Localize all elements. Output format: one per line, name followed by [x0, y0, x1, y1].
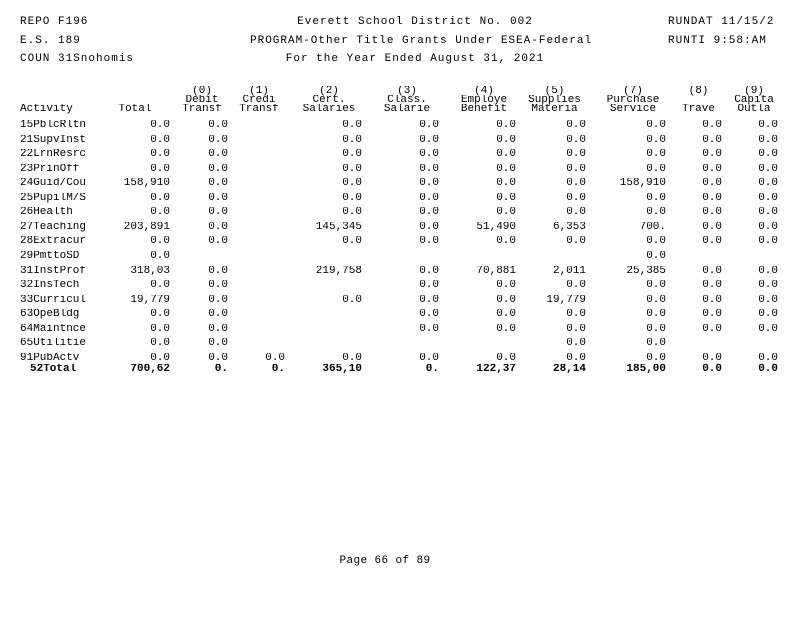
amount-cell: 0.0 — [758, 280, 778, 292]
column-header-line1: Debit — [185, 95, 219, 106]
activity-name: 29PmttoSD — [20, 250, 80, 262]
amount-cell: 0.0 — [419, 178, 439, 190]
activity-name: 91PubActv — [20, 352, 80, 364]
amount-cell: 0.0 — [702, 280, 722, 292]
amount-cell: 0.0 — [566, 163, 586, 175]
amount-cell: 0.0 — [758, 120, 778, 131]
amount-cell: 0.0 — [342, 352, 362, 364]
amount-cell: 0.0 — [150, 149, 170, 161]
amount-cell: 0.0 — [496, 178, 516, 190]
amount-cell: 0.0 — [646, 149, 666, 161]
amount-cell: 0.0 — [496, 280, 516, 292]
amount-cell: 0.0 — [702, 265, 722, 277]
amount-cell: 0.0 — [646, 207, 666, 219]
amount-cell: 0.0 — [646, 280, 666, 292]
amount-cell: 0.0 — [208, 309, 228, 321]
amount-cell: 0.0 — [646, 192, 666, 204]
amount-cell: 0.0 — [702, 207, 722, 219]
amount-cell: 0.0 — [702, 323, 722, 335]
column-number: (0) — [192, 86, 212, 97]
column-header-line1: Supplies — [528, 95, 581, 106]
amount-cell: 0.0 — [566, 207, 586, 219]
column-number: (7) — [623, 86, 643, 97]
amount-cell: 0.0 — [208, 120, 228, 131]
amount-cell: 0.0 — [208, 236, 228, 248]
amount-cell: 318,03 — [130, 265, 170, 277]
amount-cell: 0.0 — [702, 364, 722, 375]
amount-cell: 0.0 — [342, 120, 362, 131]
amount-cell: 0.0 — [419, 134, 439, 146]
column-header-line1: Class. — [387, 95, 427, 106]
column-number: (1) — [249, 86, 269, 97]
amount-cell: 0.0 — [702, 236, 722, 248]
amount-cell: 0.0 — [208, 178, 228, 190]
column-header-line2: Outla — [737, 104, 771, 115]
program-title: PROGRAM-Other Title Grants Under ESEA-Federal — [250, 35, 593, 47]
column-header-line2: Salarie — [383, 104, 431, 115]
amount-cell: 0.0 — [758, 178, 778, 190]
amount-cell: 158,910 — [123, 178, 170, 190]
activity-name: 24Guid/Cou — [20, 178, 87, 190]
es-number: E.S. 189 — [20, 35, 81, 47]
amount-cell: 6,353 — [552, 221, 586, 233]
amount-cell: 0.0 — [342, 134, 362, 146]
amount-cell: 0.0 — [150, 309, 170, 321]
amount-cell: 0.0 — [150, 338, 170, 350]
amount-cell: 0.0 — [566, 338, 586, 350]
column-number: (5) — [544, 86, 565, 97]
amount-cell: 203,891 — [123, 221, 170, 233]
amount-cell: 0.0 — [758, 265, 778, 277]
amount-cell: 0. — [425, 364, 439, 375]
amount-cell: 0.0 — [646, 163, 666, 175]
amount-cell: 0.0 — [496, 134, 516, 146]
activity-name: 65Utilitie — [20, 338, 87, 350]
amount-cell: 25,385 — [626, 265, 666, 277]
amount-cell: 0.0 — [208, 221, 228, 233]
amount-cell: 0.0 — [496, 323, 516, 335]
amount-cell: 0.0 — [208, 134, 228, 146]
amount-cell: 0.0 — [758, 364, 778, 375]
amount-cell: 0.0 — [646, 236, 666, 248]
amount-cell: 0.0 — [419, 265, 439, 277]
amount-cell: 0.0 — [419, 280, 439, 292]
run-date: RUNDAT 11/15/2 — [668, 16, 775, 28]
activity-name: 64Maintnce — [20, 323, 87, 335]
activity-name: 25PupilM/S — [20, 192, 87, 204]
activity-name: 31InstProf — [20, 265, 87, 277]
amount-cell: 0.0 — [702, 149, 722, 161]
amount-cell: 0.0 — [758, 192, 778, 204]
amount-cell: 0.0 — [419, 192, 439, 204]
activity-name: 27Teaching — [20, 221, 87, 233]
amount-cell: 0.0 — [419, 323, 439, 335]
column-header-line2: Transf — [182, 104, 222, 115]
district-name: Everett School District No. 002 — [297, 16, 533, 28]
amount-cell: 0.0 — [646, 134, 666, 146]
amount-cell: 70,881 — [476, 265, 516, 277]
amount-cell: 0.0 — [496, 149, 516, 161]
amount-cell: 219,758 — [315, 265, 362, 277]
amount-cell: 0.0 — [208, 149, 228, 161]
activity-name: 32InsTech — [20, 280, 80, 292]
activity-name: 28Extracur — [20, 236, 87, 248]
amount-cell: 0.0 — [758, 236, 778, 248]
amount-cell: 0.0 — [208, 280, 228, 292]
amount-cell: 0.0 — [702, 120, 722, 131]
amount-cell: 0.0 — [150, 352, 170, 364]
column-header-line1: Employe — [460, 95, 508, 106]
amount-cell: 0.0 — [758, 163, 778, 175]
period-line: For the Year Ended August 31, 2021 — [285, 53, 545, 65]
amount-cell: 0.0 — [566, 192, 586, 204]
column-header-line2: Activity — [20, 104, 73, 115]
amount-cell: 0.0 — [566, 120, 586, 131]
amount-cell: 0.0 — [496, 309, 516, 321]
amount-cell: 0.0 — [419, 294, 439, 306]
amount-cell: 158,910 — [619, 178, 666, 190]
amount-cell: 0.0 — [646, 323, 666, 335]
amount-cell: 0.0 — [419, 120, 439, 131]
amount-cell: 0.0 — [150, 280, 170, 292]
amount-cell: 0.0 — [150, 134, 170, 146]
amount-cell: 0.0 — [419, 309, 439, 321]
column-header-line1: Capita — [734, 95, 774, 106]
amount-cell: 0.0 — [419, 207, 439, 219]
amount-cell: 0.0 — [342, 149, 362, 161]
amount-cell: 700. — [639, 221, 666, 233]
amount-cell: 0.0 — [496, 207, 516, 219]
amount-cell: 0.0 — [566, 280, 586, 292]
amount-cell: 0.0 — [646, 250, 666, 262]
amount-cell: 0.0 — [208, 207, 228, 219]
page-number: Page 66 of 89 — [339, 555, 431, 567]
amount-cell: 0.0 — [208, 163, 228, 175]
column-header-line1: Credi — [242, 95, 276, 106]
column-header-line2: Transf — [239, 104, 279, 115]
amount-cell: 0.0 — [342, 178, 362, 190]
amount-cell: 0.0 — [566, 323, 586, 335]
amount-cell: 0.0 — [566, 236, 586, 248]
activity-name: 23PrinOff — [20, 163, 80, 175]
amount-cell: 0.0 — [758, 323, 778, 335]
column-number: (2) — [319, 86, 339, 97]
amount-cell: 0.0 — [419, 163, 439, 175]
amount-cell: 0.0 — [265, 352, 285, 364]
amount-cell: 0.0 — [208, 323, 228, 335]
amount-cell: 28,14 — [552, 364, 586, 375]
amount-cell: 145,345 — [315, 221, 362, 233]
amount-cell: 365,10 — [322, 364, 362, 375]
amount-cell: 122,37 — [476, 364, 516, 375]
amount-cell: 19,779 — [130, 294, 170, 306]
amount-cell: 0.0 — [758, 294, 778, 306]
column-header-line1: Purchase — [606, 95, 660, 106]
activity-name: 33Curricul — [20, 294, 87, 306]
amount-cell: 0.0 — [566, 178, 586, 190]
amount-cell: 0.0 — [208, 192, 228, 204]
activity-name: 21SupvInst — [20, 134, 87, 146]
amount-cell: 0.0 — [208, 352, 228, 364]
column-header-line2: Total — [118, 104, 152, 115]
county: COUN 31Snohomis — [20, 53, 135, 65]
amount-cell: 0.0 — [150, 120, 170, 131]
amount-cell: 0.0 — [496, 120, 516, 131]
amount-cell: 0.0 — [646, 338, 666, 350]
activity-name: 52Total — [30, 364, 77, 375]
amount-cell: 700,62 — [130, 364, 170, 375]
amount-cell: 0.0 — [150, 207, 170, 219]
column-number: (9) — [744, 86, 764, 97]
amount-cell: 0.0 — [150, 236, 170, 248]
amount-cell: 0.0 — [758, 149, 778, 161]
column-number: (8) — [688, 86, 709, 97]
amount-cell: 0.0 — [758, 134, 778, 146]
column-number: (3) — [397, 86, 417, 97]
amount-cell: 0.0 — [150, 250, 170, 262]
amount-cell: 0.0 — [566, 352, 586, 364]
amount-cell: 0.0 — [758, 221, 778, 233]
amount-cell: 0.0 — [496, 192, 516, 204]
amount-cell: 0.0 — [419, 221, 439, 233]
amount-cell: 0.0 — [702, 163, 722, 175]
activity-name: 22LrnResrc — [20, 149, 87, 161]
amount-cell: 0.0 — [208, 265, 228, 277]
amount-cell: 0.0 — [342, 163, 362, 175]
amount-cell: 0.0 — [342, 294, 362, 306]
amount-cell: 0.0 — [496, 294, 516, 306]
amount-cell: 0.0 — [496, 352, 516, 364]
amount-cell: 0.0 — [342, 207, 362, 219]
amount-cell: 0.0 — [646, 294, 666, 306]
activity-name: 63OpeBldg — [20, 309, 80, 321]
amount-cell: 0.0 — [702, 221, 722, 233]
amount-cell: 0.0 — [150, 192, 170, 204]
amount-cell: 0.0 — [702, 134, 722, 146]
amount-cell: 0.0 — [758, 207, 778, 219]
amount-cell: 0.0 — [566, 309, 586, 321]
amount-cell: 51,490 — [476, 221, 516, 233]
amount-cell: 0.0 — [702, 178, 722, 190]
amount-cell: 2,011 — [552, 265, 586, 277]
amount-cell: 0.0 — [419, 149, 439, 161]
activity-name: 15PblcRltn — [20, 120, 87, 131]
amount-cell: 0.0 — [419, 236, 439, 248]
column-header-line2: Salaries — [302, 104, 356, 115]
amount-cell: 0.0 — [646, 352, 666, 364]
amount-cell: 0.0 — [208, 338, 228, 350]
run-time: RUNTI 9:58:AM — [668, 35, 767, 47]
amount-cell: 0.0 — [342, 236, 362, 248]
amount-cell: 0.0 — [496, 236, 516, 248]
amount-cell: 0.0 — [496, 163, 516, 175]
column-header-line2: Benefit — [460, 104, 508, 115]
amount-cell: 0.0 — [566, 134, 586, 146]
amount-cell: 185,00 — [626, 364, 666, 375]
amount-cell: 0.0 — [342, 192, 362, 204]
amount-cell: 0.0 — [566, 149, 586, 161]
amount-cell: 0.0 — [702, 294, 722, 306]
amount-cell: 0.0 — [419, 352, 439, 364]
column-header-line1: Cert. — [312, 95, 346, 106]
column-header-line2: Materia — [531, 104, 578, 115]
amount-cell: 0.0 — [702, 352, 722, 364]
column-header-line2: Service — [609, 104, 657, 115]
amount-cell: 0.0 — [702, 309, 722, 321]
amount-cell: 0.0 — [758, 352, 778, 364]
amount-cell: 0.0 — [646, 120, 666, 131]
amount-cell: 0.0 — [758, 309, 778, 321]
column-header-line2: Trave — [681, 104, 715, 115]
activity-name: 26Health — [20, 207, 73, 219]
amount-cell: 0. — [214, 364, 228, 375]
amount-cell: 0.0 — [150, 323, 170, 335]
column-number: (4) — [474, 86, 494, 97]
amount-cell: 0.0 — [150, 163, 170, 175]
amount-cell: 0.0 — [208, 294, 228, 306]
amount-cell: 0.0 — [646, 309, 666, 321]
amount-cell: 0.0 — [702, 192, 722, 204]
report-id: REPO F196 — [20, 16, 89, 28]
amount-cell: 19,779 — [546, 294, 586, 306]
amount-cell: 0. — [271, 364, 285, 375]
